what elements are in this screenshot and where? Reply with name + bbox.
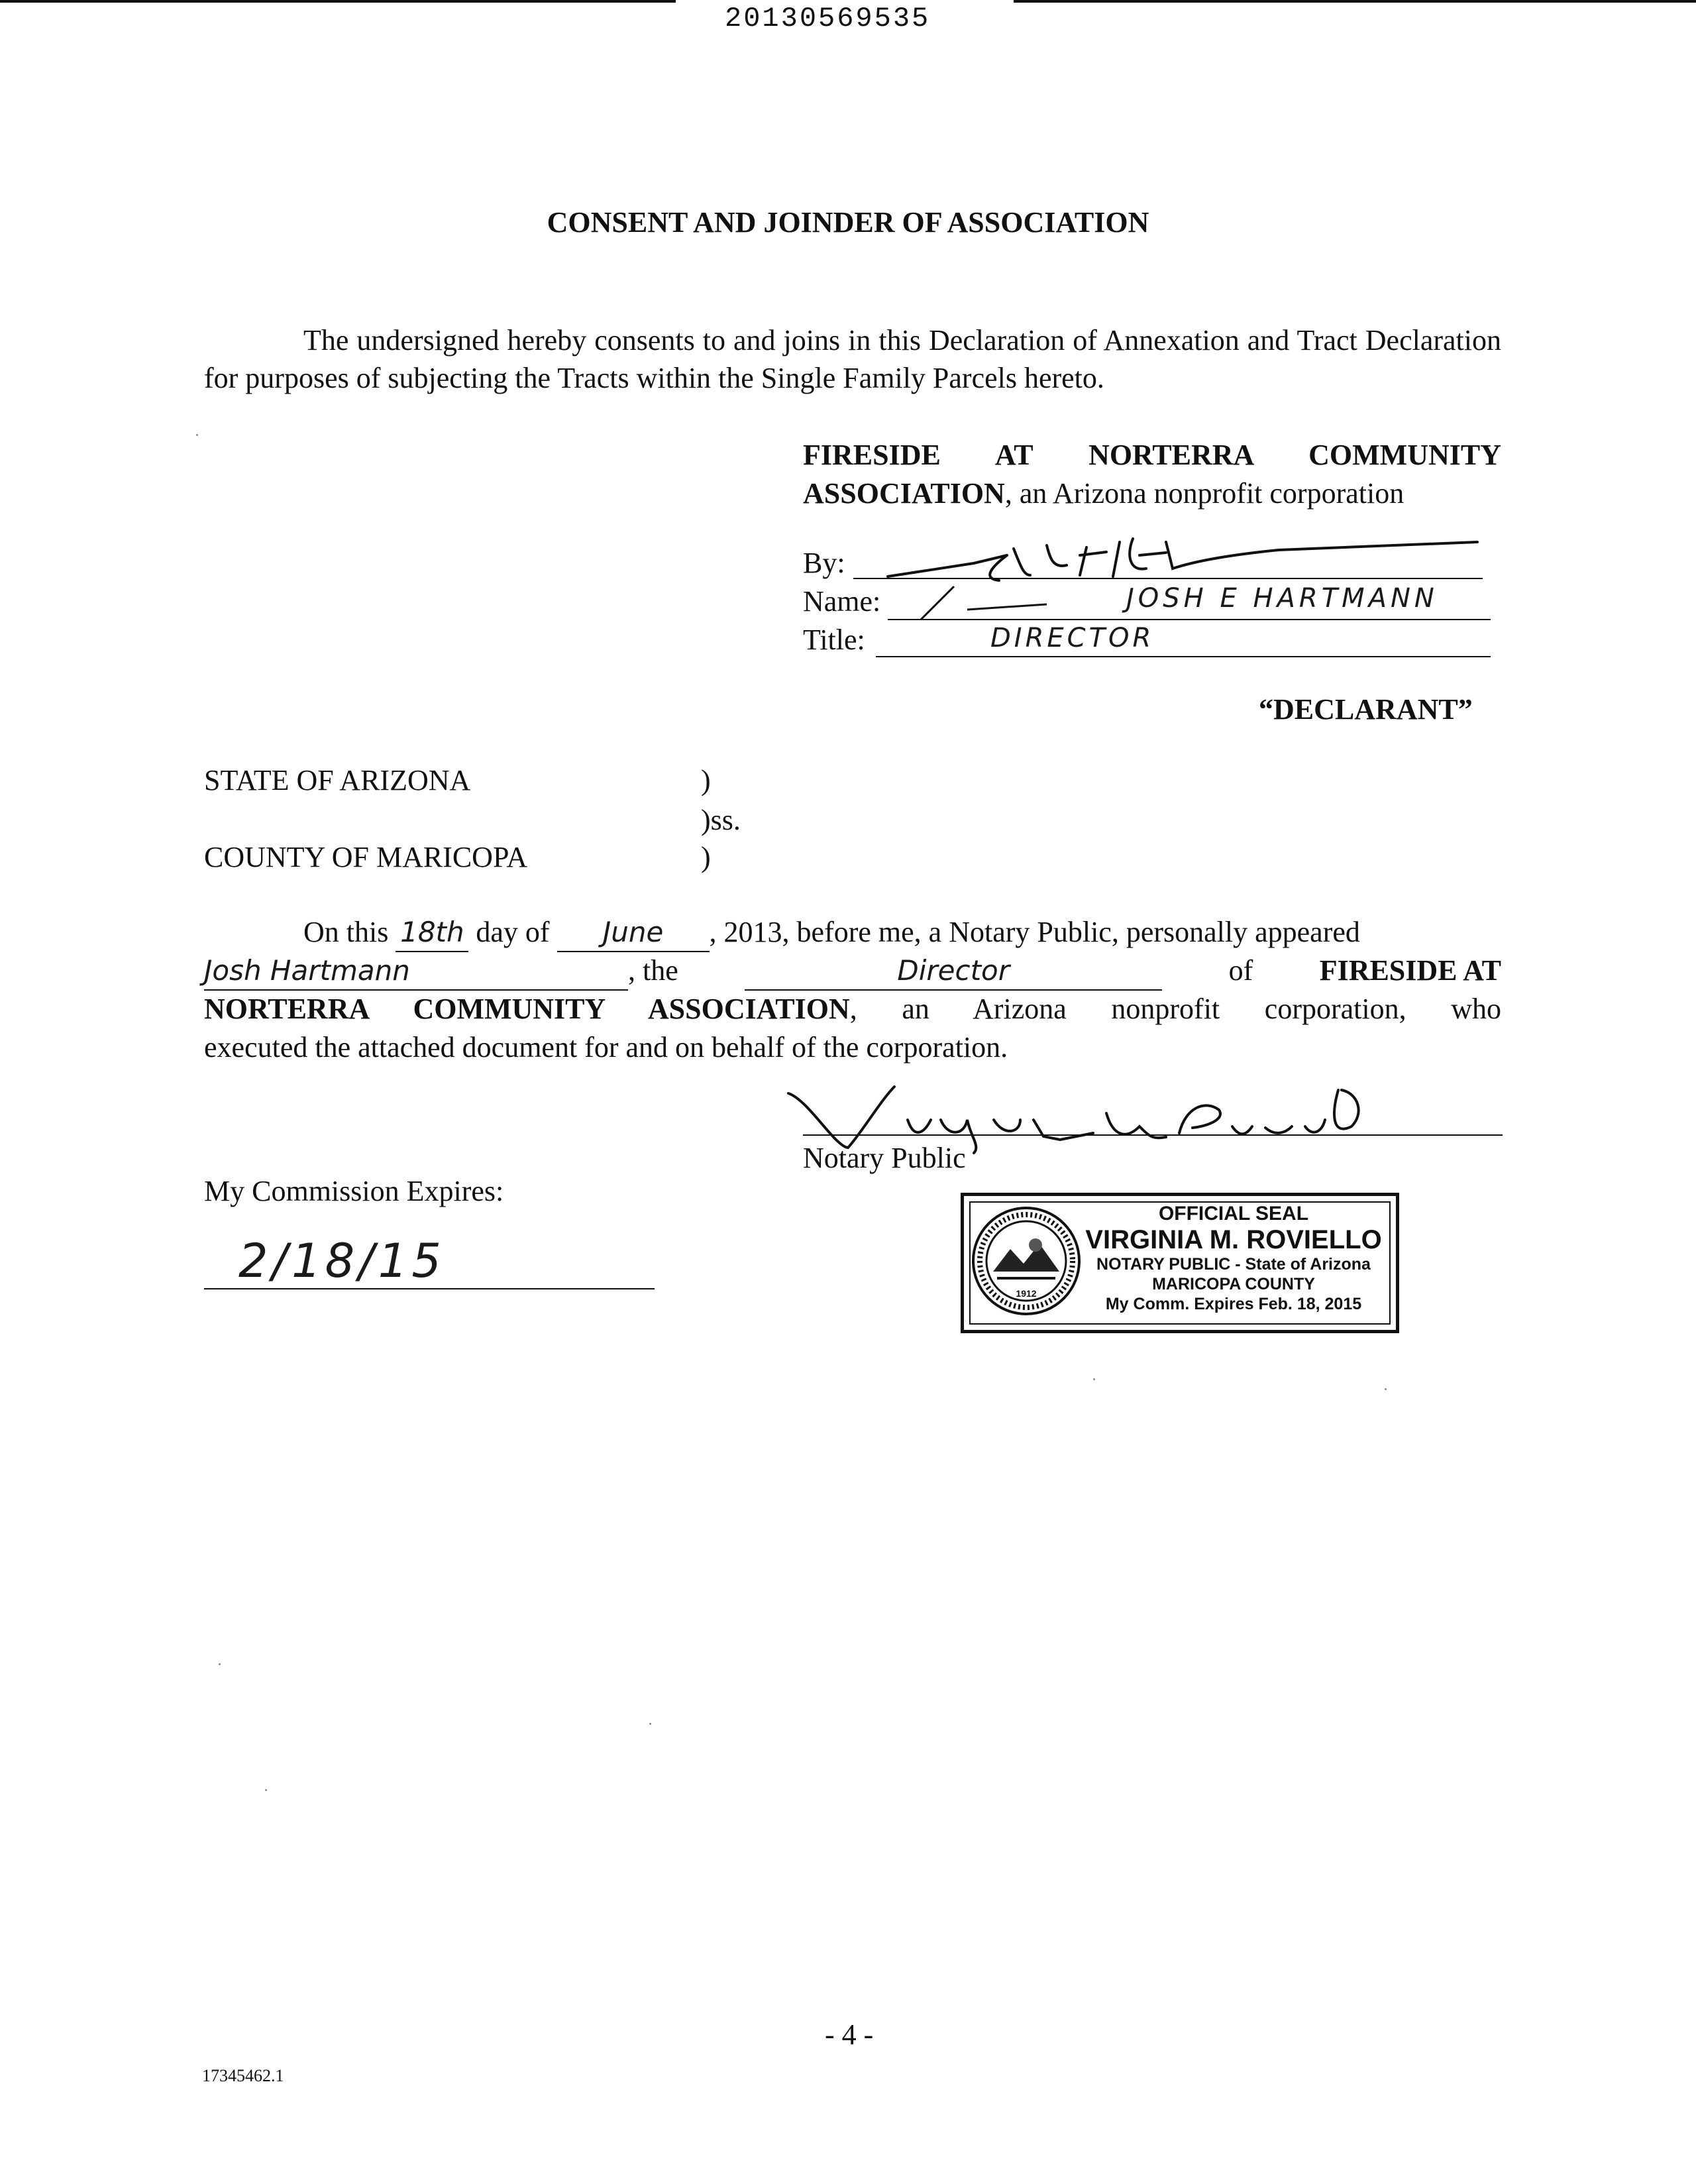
ack-line3: NORTERRA COMMUNITY ASSOCIATION, an Arizona nonprofit corporation, who [204, 993, 1502, 1025]
notary-public-label: Notary Public [803, 1142, 966, 1174]
seal-line-name: VIRGINIA M. ROVIELLO [1085, 1225, 1382, 1254]
ack-day-value: 18th [396, 913, 468, 952]
ack-capacity-value: Director [745, 952, 1162, 991]
ack-line2: Josh Hartmann , the Director of FIRESIDE AT [204, 952, 1501, 991]
scan-speck [1385, 1388, 1387, 1390]
top-rule-right [1014, 0, 1696, 3]
declarant-label: “DECLARANT” [1259, 693, 1473, 726]
venue-paren-close: ) [701, 841, 711, 873]
seal-line-notary: NOTARY PUBLIC - State of Arizona [1096, 1255, 1371, 1274]
name-label: Name: [803, 585, 881, 618]
commission-expires-line [204, 1288, 655, 1289]
venue-paren-open: ) [701, 764, 711, 796]
scan-speck [1093, 1378, 1095, 1380]
seal-line-official: OFFICIAL SEAL [1158, 1203, 1309, 1225]
seal-line-expires: My Comm. Expires Feb. 18, 2015 [1105, 1295, 1362, 1313]
intro-paragraph: The undersigned hereby consents to and joins in this Declaration of Annexation and Tract Declaration for purposes of subjecting the Tracts within the Single Family Parcels hereto. [204, 324, 1501, 394]
title-value: DIRECTOR [990, 623, 1155, 653]
ack-line4: executed the attached document for and on behalf of the corporation. [204, 1031, 1008, 1064]
name-strike-mark [914, 583, 1073, 623]
page-number: - 4 - [825, 2018, 874, 2051]
document-control-number: 17345462.1 [202, 2066, 284, 2085]
scan-speck [219, 1663, 221, 1665]
notary-seal-stamp [961, 1193, 1399, 1333]
venue-county: COUNTY OF MARICOPA [204, 841, 528, 873]
notary-signature-line [803, 1134, 1503, 1136]
seal-text-block [1085, 1203, 1383, 1314]
commission-expires-value: 2/18/15 [238, 1234, 445, 1288]
scan-speck [265, 1789, 267, 1791]
ack-person-value: Josh Hartmann [204, 952, 628, 991]
commission-expires-label: My Commission Expires: [204, 1175, 504, 1207]
venue-ss: )ss. [701, 804, 741, 836]
seal-line-county: MARICOPA COUNTY [1152, 1275, 1315, 1293]
by-label: By: [803, 547, 845, 579]
seal-emblem-year: 1912 [1016, 1288, 1037, 1299]
entity-name-line1: FIRESIDE AT NORTERRA COMMUNITY [803, 439, 1501, 471]
title-label: Title: [803, 624, 865, 656]
scan-speck [649, 1723, 651, 1725]
title-line [876, 656, 1491, 657]
ack-line1: On this 18th day of June , 2013, before me, a Notary Public, personally appeared [303, 913, 1503, 952]
name-value: JOSH E HARTMANN [1126, 583, 1438, 614]
top-rule-left [0, 0, 676, 3]
ack-month-value: June [557, 913, 710, 952]
venue-state: STATE OF ARIZONA [204, 764, 471, 796]
scan-speck [196, 434, 198, 436]
arizona-seal-emblem-icon [971, 1205, 1082, 1317]
entity-name-line2: ASSOCIATION, an Arizona nonprofit corporation [803, 477, 1404, 510]
recording-number: 20130569535 [725, 3, 931, 34]
director-signature [881, 529, 1491, 588]
document-title: CONSENT AND JOINDER OF ASSOCIATION [547, 206, 1149, 239]
